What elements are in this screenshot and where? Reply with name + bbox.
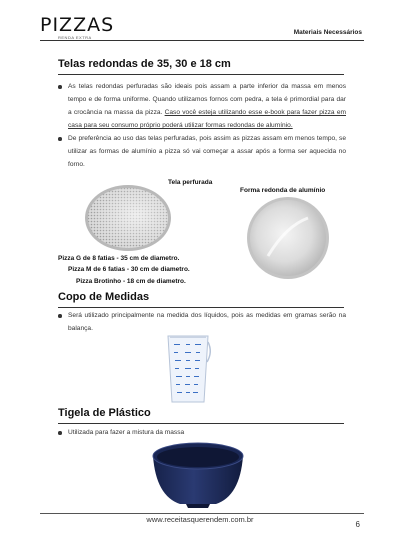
caption-tela-perfurada: Tela perfurada bbox=[168, 179, 213, 186]
telas-rule bbox=[58, 74, 344, 75]
pizza-size-m: Pizza M de 6 fatias - 30 cm de diametro. bbox=[68, 266, 190, 273]
pizza-size-g: Pizza G de 8 fatias - 35 cm de diametro. bbox=[58, 255, 180, 262]
footer-divider bbox=[40, 513, 364, 514]
tigela-bullet-1: Utilizada para fazer a mistura da massa bbox=[58, 426, 346, 439]
header-divider bbox=[40, 40, 364, 41]
copo-rule bbox=[58, 307, 344, 308]
logo-subtitle: RENDA EXTRA bbox=[58, 35, 92, 40]
page-number: 6 bbox=[355, 520, 360, 529]
tigela-rule bbox=[58, 423, 344, 424]
telas-title: Telas redondas de 35, 30 e 18 cm bbox=[58, 58, 231, 70]
tigela-bullets bbox=[58, 426, 346, 439]
measuring-cup-image bbox=[162, 332, 214, 406]
logo: PIZZAS bbox=[40, 14, 115, 36]
page-header bbox=[0, 0, 400, 46]
perforated-screen-image bbox=[84, 184, 172, 252]
telas-bullet-1-underlined: Caso você esteja utilizando esse e-book para fazer pizza em casa para seu consumo próprio poderá utilizar formas redondas de alumínio. bbox=[68, 109, 346, 129]
section-label: Materiais Necessários bbox=[293, 29, 362, 36]
plastic-bowl-image bbox=[150, 440, 246, 510]
pizza-size-brotinho: Pizza Brotinho - 18 cm de diametro. bbox=[76, 278, 186, 285]
telas-bullet-2: De preferência ao uso das telas perfuradas, pois assim as pizzas assam em menos tempo, se utilizar as formas de alumínio a pizza só vai começar a assar após a forma ser aquecida no forno. bbox=[58, 132, 346, 171]
tigela-title: Tigela de Plástico bbox=[58, 407, 151, 419]
telas-bullet-1 bbox=[58, 80, 346, 132]
caption-forma-aluminio: Forma redonda de alumínio bbox=[240, 187, 326, 194]
footer-url[interactable]: www.receitasquerendem.com.br bbox=[146, 515, 254, 524]
copo-title: Copo de Medidas bbox=[58, 291, 150, 303]
telas-bullets bbox=[58, 80, 346, 171]
aluminum-pan-image bbox=[246, 196, 330, 280]
telas-bullet-1-text: As telas redondas perfuradas são ideais pois assam a parte inferior da massa em menos tempo e de forma uniforme. Quando utilizamos fornos com pedra, a tela é primordial para dar a crocância na massa da pizza. bbox=[68, 83, 346, 116]
copo-bullet-1: Será utilizado principalmente na medida dos líquidos, pois as medidas em gramas serão na balança. bbox=[58, 309, 346, 335]
